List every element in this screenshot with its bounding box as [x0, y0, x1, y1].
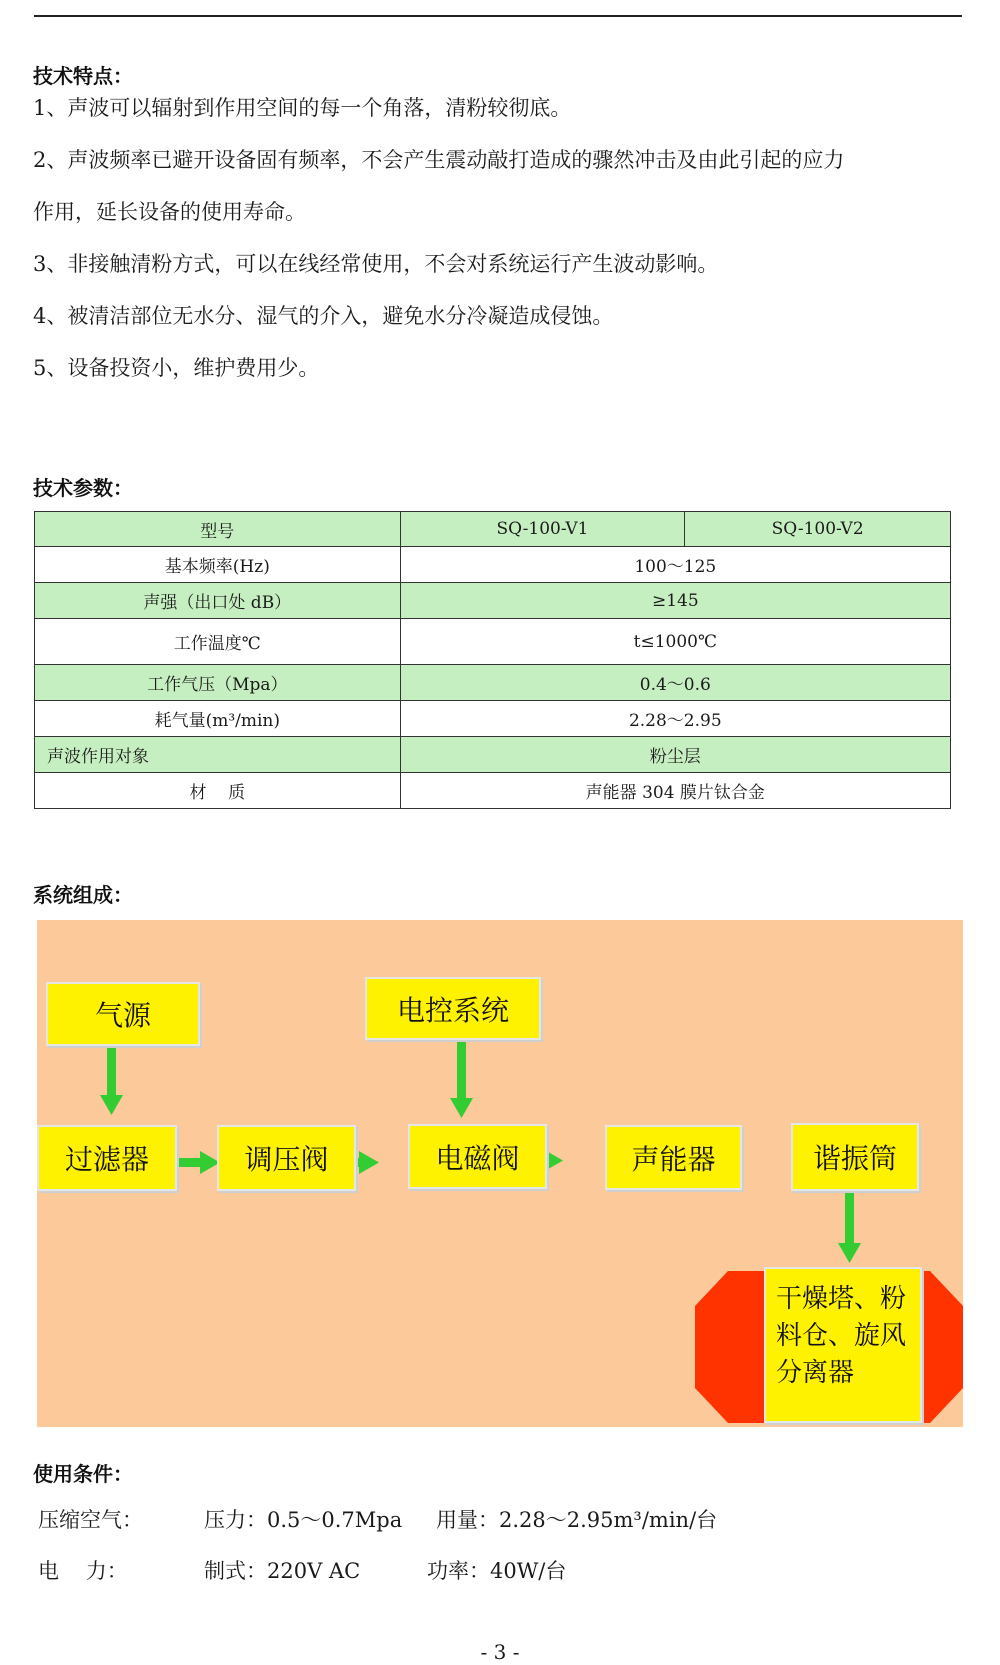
row-value: 2.28～2.95: [400, 701, 950, 737]
table-row: [35, 547, 951, 583]
control-system-box: 电控系统: [365, 977, 541, 1040]
feature-item: 1、声波可以辐射到作用空间的每一个角落，清粉较彻底。: [33, 96, 572, 120]
filter-box: 过滤器: [37, 1125, 177, 1191]
features-heading: 技术特点：: [33, 64, 133, 88]
feature-item: 作用，延长设备的使用寿命。: [33, 200, 306, 224]
arrow-filter-to-regulator: [176, 1151, 220, 1174]
row-value: ≥145: [400, 583, 950, 619]
table-row: [35, 619, 951, 665]
air-source-box: 气源: [46, 982, 200, 1046]
arrow-control-to-solenoid: [450, 1033, 473, 1118]
row-value: 声能器 304 膜片钛合金: [400, 773, 950, 809]
feature-item: 3、非接触清粉方式，可以在线经常使用，不会对系统运行产生波动影响。: [33, 252, 719, 276]
destination-box: [764, 1267, 922, 1423]
row-label: 工作气压（Mpa）: [35, 665, 401, 701]
table-row: [35, 701, 951, 737]
condition-label: 电 力：: [38, 1559, 128, 1583]
conditions-heading: 使用条件：: [33, 1462, 133, 1486]
regulator-box: 调压阀: [217, 1125, 356, 1191]
row-value: 0.4～0.6: [400, 665, 950, 701]
table-header-row: [35, 512, 951, 547]
row-label: 工作温度℃: [35, 619, 401, 665]
row-label: 耗气量(m³/min): [35, 701, 401, 737]
system-heading: 系统组成：: [33, 883, 133, 907]
resonator-box: 谐振筒: [791, 1123, 919, 1191]
condition-system: 制式：220V AC: [204, 1559, 361, 1583]
header-label: 型号: [35, 512, 401, 547]
top-rule: [34, 15, 962, 17]
row-value: 100～125: [400, 547, 950, 583]
table-row: [35, 737, 951, 773]
features-list: [33, 82, 963, 394]
feature-item: 2、声波频率已避开设备固有频率，不会产生震动敲打造成的骤然冲击及由此引起的应力: [33, 148, 845, 172]
table-row: [35, 773, 951, 809]
row-value: 粉尘层: [400, 737, 950, 773]
row-value: t≤1000℃: [400, 619, 950, 665]
table-row: [35, 665, 951, 701]
condition-pressure: 压力：0.5～0.7Mpa: [204, 1508, 403, 1532]
condition-label: 压缩空气：: [38, 1508, 143, 1532]
row-label: 声强（出口处 dB）: [35, 583, 401, 619]
page-number: - 3 -: [480, 1640, 520, 1664]
condition-rating: 功率：40W/台: [427, 1559, 567, 1583]
row-label: 声波作用对象: [35, 737, 401, 773]
row-label: 材 质: [35, 773, 401, 809]
sonic-horn-box: 声能器: [605, 1125, 742, 1190]
header-model-2: SQ-100-V2: [685, 512, 951, 547]
table-row: [35, 583, 951, 619]
destination-label: 干燥塔、粉料仓、旋风分离器: [776, 1284, 907, 1388]
solenoid-valve-box: 电磁阀: [408, 1124, 547, 1189]
params-heading: 技术参数：: [33, 476, 133, 500]
arrow-air-to-filter: [100, 1037, 123, 1115]
system-diagram: [37, 920, 963, 1427]
spec-table: [34, 511, 951, 809]
feature-item: 5、设备投资小，维护费用少。: [33, 356, 320, 380]
feature-item: 4、被清洁部位无水分、湿气的介入，避免水分冷凝造成侵蚀。: [33, 304, 614, 328]
condition-usage: 用量：2.28～2.95m³/min/台: [436, 1508, 718, 1532]
arrow-resonator-to-destination: [838, 1193, 861, 1263]
row-label: 基本频率(Hz): [35, 547, 401, 583]
header-model-1: SQ-100-V1: [400, 512, 685, 547]
